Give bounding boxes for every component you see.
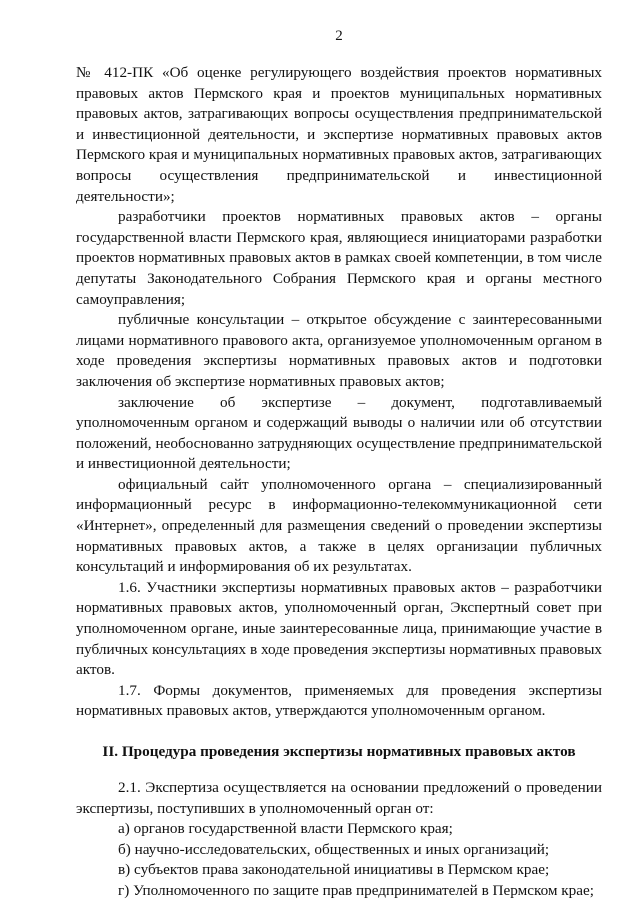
- page-number: 2: [335, 28, 343, 44]
- paragraph-1-7-forms: 1.7. Формы документов, применяемых для проведения экспертизы нормативных правовых актов, утверждаются уполномоченным органом.: [76, 681, 602, 720]
- list-item: б) научно-исследовательских, общественных и иных организаций;: [118, 840, 550, 858]
- list-item: в) субъектов права законодательной инициативы в Пермском крае;: [118, 861, 550, 879]
- paragraph-expert-conclusion-definition: заключение об экспертизе – документ, подготавливаемый уполномоченным органом и содержащий выводы о наличии или об отсутствии положений, необоснованно затрудняющих осуществление предпринимательской и инвестиционной деятельности;: [76, 393, 602, 473]
- paragraph-law-reference: № 412-ПК «Об оценке регулирующего воздействия проектов нормативных правовых актов Пермского края и проектов муниципальных нормативных правовых актов, затрагивающих вопросы осуществления предпринимательской и инвестиционной деятельности, и экспертизе нормативных правовых актов Пермского края и муниципальных нормативных правовых актов, затрагивающих вопросы осуществления предпринимательской и инвестиционной деятельности»;: [76, 64, 602, 205]
- paragraph-developers-definition: разработчики проектов нормативных правовых актов – органы государственной власти Пермского края, являющиеся инициаторами разработки проектов нормативных правовых актов в рамках своей компетенции, в том числе депутаты Законодательного Собрания Пермского края и органы местного самоуправления;: [76, 208, 602, 308]
- list-item: г) Уполномоченного по защите прав предпринимателей в Пермском крае;: [118, 881, 594, 899]
- paragraph-2-1-intro: 2.1. Экспертиза осуществляется на основании предложений о проведении экспертизы, поступивших в уполномоченный орган от:: [76, 779, 602, 817]
- section-heading: II. Процедура проведения экспертизы нормативных правовых актов: [102, 743, 576, 760]
- paragraph-1-6-participants: 1.6. Участники экспертизы нормативных правовых актов – разработчики нормативных правовых актов, уполномоченный орган, Экспертный совет при уполномоченном органе, иные заинтересованные лица, принимающие участие в публичных консультациях в ходе проведения экспертизы нормативных правовых актов.: [76, 578, 602, 679]
- paragraph-public-consultations-definition: публичные консультации – открытое обсуждение с заинтересованными лицами нормативного правового акта, организуемое уполномоченным органом в ходе проведения экспертизы нормативных правовых актов и подготовки заключения об экспертизе нормативных правовых актов;: [76, 311, 602, 390]
- list-item: а) органов государственной власти Пермского края;: [118, 820, 453, 838]
- paragraph-official-site-definition: официальный сайт уполномоченного органа – специализированный информационный ресурс в информационно-телекоммуникационной сети «Интернет», определенный для размещения сведений о проведении экспертизы нормативных правовых актов, а также в целях организации публичных консультаций и информирования об их результатах.: [76, 475, 602, 576]
